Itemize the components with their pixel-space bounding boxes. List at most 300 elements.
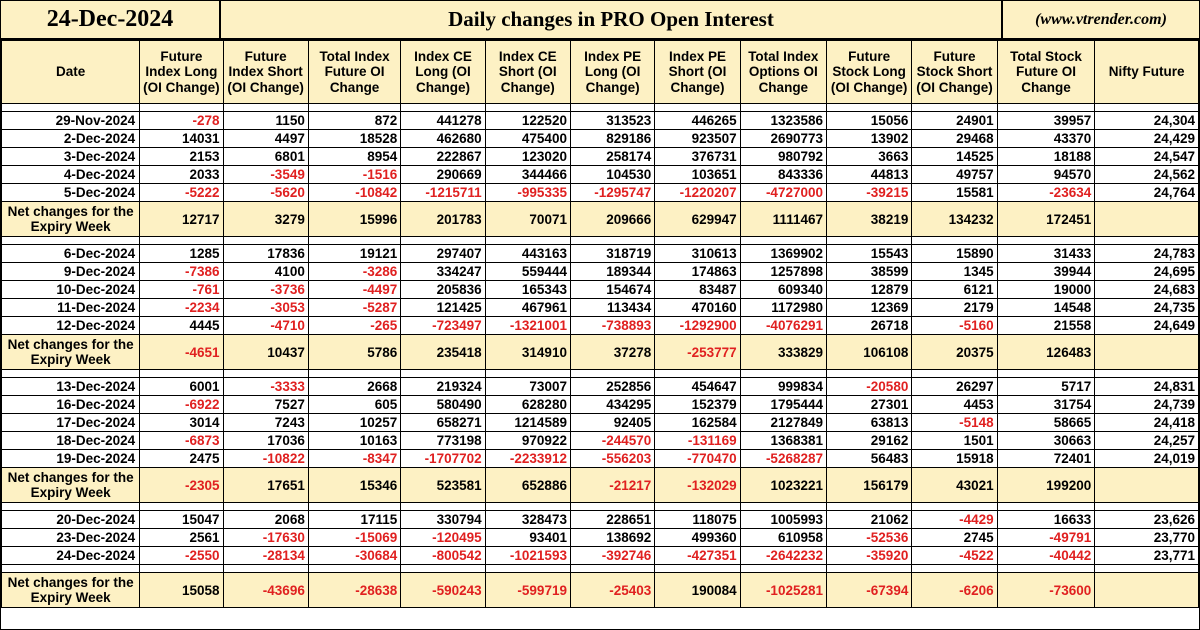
value-cell: 1257898: [740, 263, 826, 281]
value-cell: 16633: [997, 511, 1095, 529]
value-cell: 1172980: [740, 299, 826, 317]
value-cell: -427351: [655, 547, 740, 565]
value-cell: 2745: [912, 529, 997, 547]
value-cell: 318719: [570, 245, 654, 263]
spacer-cell: [997, 565, 1095, 573]
spacer-row: [2, 503, 1199, 511]
net-value-cell: -25403: [570, 573, 654, 608]
value-cell: 19000: [997, 281, 1095, 299]
table-body: [2, 104, 1199, 608]
spacer-cell: [140, 565, 223, 573]
table-row: [2, 529, 1199, 547]
spacer-cell: [308, 503, 400, 511]
spacer-cell: [485, 104, 570, 112]
value-cell: 310613: [655, 245, 740, 263]
value-cell: 152379: [655, 396, 740, 414]
spacer-cell: [308, 104, 400, 112]
spacer-cell: [223, 503, 308, 511]
value-cell: 334247: [401, 263, 485, 281]
net-value-cell: 37278: [570, 335, 654, 370]
spacer-cell: [1095, 565, 1199, 573]
net-value-cell: 190084: [655, 573, 740, 608]
value-cell: 980792: [740, 148, 826, 166]
value-cell: -28134: [223, 547, 308, 565]
value-cell: 2127849: [740, 414, 826, 432]
table-row: [2, 317, 1199, 335]
table-row: [2, 414, 1199, 432]
spacer-cell: [570, 370, 654, 378]
spacer-cell: [401, 565, 485, 573]
value-cell: -1321001: [485, 317, 570, 335]
value-cell: 2561: [140, 529, 223, 547]
column-header: Future Stock Long (OI Change): [827, 41, 912, 104]
value-cell: -556203: [570, 450, 654, 468]
value-cell: 27301: [827, 396, 912, 414]
spacer-cell: [140, 104, 223, 112]
net-value-cell: 235418: [401, 335, 485, 370]
net-value-cell: 17651: [223, 468, 308, 503]
value-cell: 29162: [827, 432, 912, 450]
net-change-label: Net changes for the Expiry Week: [2, 335, 140, 370]
spacer-cell: [740, 237, 826, 245]
value-cell: 475400: [485, 130, 570, 148]
value-cell: 4445: [140, 317, 223, 335]
value-cell: 174863: [655, 263, 740, 281]
net-value-cell: 172451: [997, 202, 1095, 237]
value-cell: -3053: [223, 299, 308, 317]
value-cell: 17115: [308, 511, 400, 529]
table-row: [2, 245, 1199, 263]
net-value-cell: [1095, 468, 1199, 503]
table-row: [2, 184, 1199, 202]
report-title: Daily changes in PRO Open Interest: [221, 1, 1003, 38]
value-cell: 39957: [997, 112, 1095, 130]
value-cell: 829186: [570, 130, 654, 148]
spacer-row: [2, 237, 1199, 245]
value-cell: 434295: [570, 396, 654, 414]
net-value-cell: 201783: [401, 202, 485, 237]
net-value-cell: -2305: [140, 468, 223, 503]
value-cell: 92405: [570, 414, 654, 432]
value-cell: 24,019: [1095, 450, 1199, 468]
value-cell: -995335: [485, 184, 570, 202]
value-cell: -1220207: [655, 184, 740, 202]
column-header: Total Index Options OI Change: [740, 41, 826, 104]
value-cell: 923507: [655, 130, 740, 148]
column-header: Index PE Long (OI Change): [570, 41, 654, 104]
date-cell: 18-Dec-2024: [2, 432, 140, 450]
value-cell: 446265: [655, 112, 740, 130]
value-cell: 1795444: [740, 396, 826, 414]
net-value-cell: 15346: [308, 468, 400, 503]
table-row: [2, 511, 1199, 529]
net-value-cell: 652886: [485, 468, 570, 503]
value-cell: 4100: [223, 263, 308, 281]
column-header: Index CE Short (OI Change): [485, 41, 570, 104]
spacer-cell: [570, 237, 654, 245]
value-cell: 843336: [740, 166, 826, 184]
net-change-label: Net changes for the Expiry Week: [2, 573, 140, 608]
value-cell: 499360: [655, 529, 740, 547]
net-value-cell: 3279: [223, 202, 308, 237]
net-value-cell: 314910: [485, 335, 570, 370]
net-value-cell: [1095, 202, 1199, 237]
oi-table: [1, 40, 1199, 608]
date-cell: 13-Dec-2024: [2, 378, 140, 396]
value-cell: 189344: [570, 263, 654, 281]
spacer-cell: [308, 565, 400, 573]
value-cell: -265: [308, 317, 400, 335]
spacer-cell: [223, 104, 308, 112]
value-cell: 1501: [912, 432, 997, 450]
value-cell: -723497: [401, 317, 485, 335]
value-cell: 21558: [997, 317, 1095, 335]
net-change-label: Net changes for the Expiry Week: [2, 202, 140, 237]
value-cell: 1368381: [740, 432, 826, 450]
value-cell: -15069: [308, 529, 400, 547]
value-cell: 14031: [140, 130, 223, 148]
report-date: 24-Dec-2024: [1, 1, 221, 38]
table-row: [2, 432, 1199, 450]
net-value-cell: 333829: [740, 335, 826, 370]
spacer-cell: [827, 565, 912, 573]
value-cell: -1215711: [401, 184, 485, 202]
date-cell: 24-Dec-2024: [2, 547, 140, 565]
date-cell: 17-Dec-2024: [2, 414, 140, 432]
date-cell: 11-Dec-2024: [2, 299, 140, 317]
value-cell: 2475: [140, 450, 223, 468]
spacer-cell: [570, 104, 654, 112]
value-cell: -20580: [827, 378, 912, 396]
value-cell: 38599: [827, 263, 912, 281]
value-cell: 2668: [308, 378, 400, 396]
spacer-cell: [308, 237, 400, 245]
value-cell: 118075: [655, 511, 740, 529]
value-cell: 13902: [827, 130, 912, 148]
value-cell: 44813: [827, 166, 912, 184]
value-cell: 228651: [570, 511, 654, 529]
value-cell: 94570: [997, 166, 1095, 184]
net-value-cell: 629947: [655, 202, 740, 237]
value-cell: -4522: [912, 547, 997, 565]
value-cell: 1285: [140, 245, 223, 263]
value-cell: 83487: [655, 281, 740, 299]
value-cell: 43370: [997, 130, 1095, 148]
value-cell: 14525: [912, 148, 997, 166]
value-cell: 5717: [997, 378, 1095, 396]
value-cell: 10257: [308, 414, 400, 432]
value-cell: -770470: [655, 450, 740, 468]
spacer-cell: [1095, 104, 1199, 112]
spacer-row: [2, 370, 1199, 378]
value-cell: 123020: [485, 148, 570, 166]
spacer-row: [2, 565, 1199, 573]
value-cell: 31433: [997, 245, 1095, 263]
value-cell: 290669: [401, 166, 485, 184]
net-value-cell: 12717: [140, 202, 223, 237]
net-value-cell: -6206: [912, 573, 997, 608]
date-cell: 9-Dec-2024: [2, 263, 140, 281]
value-cell: 1369902: [740, 245, 826, 263]
spacer-cell: [401, 237, 485, 245]
value-cell: 24,764: [1095, 184, 1199, 202]
spacer-row: [2, 104, 1199, 112]
value-cell: 970922: [485, 432, 570, 450]
value-cell: 103651: [655, 166, 740, 184]
net-value-cell: -599719: [485, 573, 570, 608]
spacer-cell: [2, 237, 140, 245]
value-cell: 205836: [401, 281, 485, 299]
value-cell: -4429: [912, 511, 997, 529]
date-cell: 4-Dec-2024: [2, 166, 140, 184]
value-cell: 15890: [912, 245, 997, 263]
value-cell: -2233912: [485, 450, 570, 468]
value-cell: 1345: [912, 263, 997, 281]
net-value-cell: 199200: [997, 468, 1095, 503]
spacer-cell: [570, 565, 654, 573]
value-cell: 104530: [570, 166, 654, 184]
date-cell: 19-Dec-2024: [2, 450, 140, 468]
value-cell: 773198: [401, 432, 485, 450]
value-cell: 376731: [655, 148, 740, 166]
value-cell: 31754: [997, 396, 1095, 414]
value-cell: 6121: [912, 281, 997, 299]
net-value-cell: 106108: [827, 335, 912, 370]
spacer-cell: [912, 237, 997, 245]
value-cell: 4453: [912, 396, 997, 414]
net-value-cell: 126483: [997, 335, 1095, 370]
value-cell: 113434: [570, 299, 654, 317]
spacer-cell: [912, 370, 997, 378]
value-cell: -2550: [140, 547, 223, 565]
spacer-cell: [1095, 503, 1199, 511]
value-cell: -5287: [308, 299, 400, 317]
spacer-cell: [2, 565, 140, 573]
value-cell: 17036: [223, 432, 308, 450]
spacer-cell: [485, 370, 570, 378]
spacer-cell: [485, 237, 570, 245]
value-cell: -2642232: [740, 547, 826, 565]
value-cell: 122520: [485, 112, 570, 130]
table-row: [2, 148, 1199, 166]
spacer-cell: [827, 237, 912, 245]
value-cell: 658271: [401, 414, 485, 432]
value-cell: -5222: [140, 184, 223, 202]
value-cell: -6873: [140, 432, 223, 450]
value-cell: -3286: [308, 263, 400, 281]
net-value-cell: 5786: [308, 335, 400, 370]
spacer-cell: [485, 565, 570, 573]
spacer-cell: [740, 503, 826, 511]
value-cell: -23634: [997, 184, 1095, 202]
date-cell: 20-Dec-2024: [2, 511, 140, 529]
net-value-cell: 38219: [827, 202, 912, 237]
net-value-cell: 15058: [140, 573, 223, 608]
value-cell: 313523: [570, 112, 654, 130]
value-cell: 330794: [401, 511, 485, 529]
value-cell: -1021593: [485, 547, 570, 565]
spacer-cell: [912, 503, 997, 511]
value-cell: 559444: [485, 263, 570, 281]
spacer-cell: [655, 237, 740, 245]
table-row: [2, 130, 1199, 148]
net-value-cell: 10437: [223, 335, 308, 370]
net-value-cell: -253777: [655, 335, 740, 370]
value-cell: 2033: [140, 166, 223, 184]
value-cell: -8347: [308, 450, 400, 468]
spacer-cell: [997, 370, 1095, 378]
table-row: [2, 378, 1199, 396]
value-cell: 15056: [827, 112, 912, 130]
table-row: [2, 396, 1199, 414]
value-cell: 872: [308, 112, 400, 130]
value-cell: 24,783: [1095, 245, 1199, 263]
value-cell: -5160: [912, 317, 997, 335]
spacer-cell: [570, 503, 654, 511]
date-cell: 3-Dec-2024: [2, 148, 140, 166]
net-value-cell: [1095, 335, 1199, 370]
value-cell: 29468: [912, 130, 997, 148]
net-value-cell: 209666: [570, 202, 654, 237]
value-cell: 24,695: [1095, 263, 1199, 281]
value-cell: 58665: [997, 414, 1095, 432]
value-cell: 609340: [740, 281, 826, 299]
value-cell: -4497: [308, 281, 400, 299]
value-cell: 73007: [485, 378, 570, 396]
value-cell: 15543: [827, 245, 912, 263]
value-cell: -7386: [140, 263, 223, 281]
value-cell: 24,562: [1095, 166, 1199, 184]
spacer-cell: [223, 370, 308, 378]
value-cell: 39944: [997, 263, 1095, 281]
column-header: Total Index Future OI Change: [308, 41, 400, 104]
net-value-cell: [1095, 573, 1199, 608]
value-cell: -278: [140, 112, 223, 130]
value-cell: -4727000: [740, 184, 826, 202]
value-cell: 24,418: [1095, 414, 1199, 432]
value-cell: 1214589: [485, 414, 570, 432]
value-cell: 467961: [485, 299, 570, 317]
value-cell: -1516: [308, 166, 400, 184]
spacer-cell: [827, 370, 912, 378]
header-row: [2, 41, 1199, 104]
net-change-row: [2, 335, 1199, 370]
value-cell: 12369: [827, 299, 912, 317]
spacer-cell: [308, 370, 400, 378]
value-cell: -761: [140, 281, 223, 299]
spacer-cell: [401, 370, 485, 378]
value-cell: 165343: [485, 281, 570, 299]
value-cell: 23,771: [1095, 547, 1199, 565]
title-bar: [1, 1, 1199, 40]
spacer-cell: [740, 104, 826, 112]
value-cell: -17630: [223, 529, 308, 547]
spacer-cell: [2, 104, 140, 112]
table-row: [2, 450, 1199, 468]
value-cell: 19121: [308, 245, 400, 263]
value-cell: -49791: [997, 529, 1095, 547]
net-change-row: [2, 573, 1199, 608]
spacer-cell: [2, 370, 140, 378]
value-cell: 2068: [223, 511, 308, 529]
value-cell: 162584: [655, 414, 740, 432]
spacer-cell: [485, 503, 570, 511]
value-cell: -120495: [401, 529, 485, 547]
value-cell: 605: [308, 396, 400, 414]
table-row: [2, 547, 1199, 565]
value-cell: 63813: [827, 414, 912, 432]
value-cell: 4497: [223, 130, 308, 148]
value-cell: -30684: [308, 547, 400, 565]
spacer-cell: [997, 104, 1095, 112]
value-cell: 26718: [827, 317, 912, 335]
value-cell: -6922: [140, 396, 223, 414]
value-cell: 12879: [827, 281, 912, 299]
value-cell: 121425: [401, 299, 485, 317]
spacer-cell: [827, 503, 912, 511]
spacer-cell: [997, 503, 1095, 511]
net-change-row: [2, 468, 1199, 503]
value-cell: -52536: [827, 529, 912, 547]
net-change-label: Net changes for the Expiry Week: [2, 468, 140, 503]
value-cell: -2234: [140, 299, 223, 317]
value-cell: 219324: [401, 378, 485, 396]
value-cell: -4710: [223, 317, 308, 335]
spacer-cell: [655, 503, 740, 511]
net-value-cell: 523581: [401, 468, 485, 503]
net-value-cell: 1023221: [740, 468, 826, 503]
net-value-cell: 134232: [912, 202, 997, 237]
value-cell: 72401: [997, 450, 1095, 468]
value-cell: 297407: [401, 245, 485, 263]
value-cell: 2690773: [740, 130, 826, 148]
value-cell: 15918: [912, 450, 997, 468]
net-value-cell: -1025281: [740, 573, 826, 608]
value-cell: 1005993: [740, 511, 826, 529]
value-cell: 328473: [485, 511, 570, 529]
value-cell: -40442: [997, 547, 1095, 565]
value-cell: 443163: [485, 245, 570, 263]
value-cell: 252856: [570, 378, 654, 396]
value-cell: 3014: [140, 414, 223, 432]
website-link: (www.vtrender.com): [1035, 11, 1167, 28]
value-cell: -5148: [912, 414, 997, 432]
spacer-cell: [827, 104, 912, 112]
spacer-cell: [1095, 237, 1199, 245]
column-header: Total Stock Future OI Change: [997, 41, 1095, 104]
value-cell: 6001: [140, 378, 223, 396]
value-cell: 2179: [912, 299, 997, 317]
column-header: Index CE Long (OI Change): [401, 41, 485, 104]
net-value-cell: -67394: [827, 573, 912, 608]
value-cell: 18188: [997, 148, 1095, 166]
table-row: [2, 299, 1199, 317]
value-cell: -5620: [223, 184, 308, 202]
value-cell: 24,257: [1095, 432, 1199, 450]
value-cell: 10163: [308, 432, 400, 450]
net-change-row: [2, 202, 1199, 237]
net-value-cell: 43021: [912, 468, 997, 503]
value-cell: 154674: [570, 281, 654, 299]
value-cell: 24,831: [1095, 378, 1199, 396]
column-header: Future Index Short (OI Change): [223, 41, 308, 104]
net-value-cell: -132029: [655, 468, 740, 503]
value-cell: -35920: [827, 547, 912, 565]
value-cell: 24,304: [1095, 112, 1199, 130]
spacer-cell: [401, 503, 485, 511]
value-cell: -5268287: [740, 450, 826, 468]
value-cell: 24,429: [1095, 130, 1199, 148]
